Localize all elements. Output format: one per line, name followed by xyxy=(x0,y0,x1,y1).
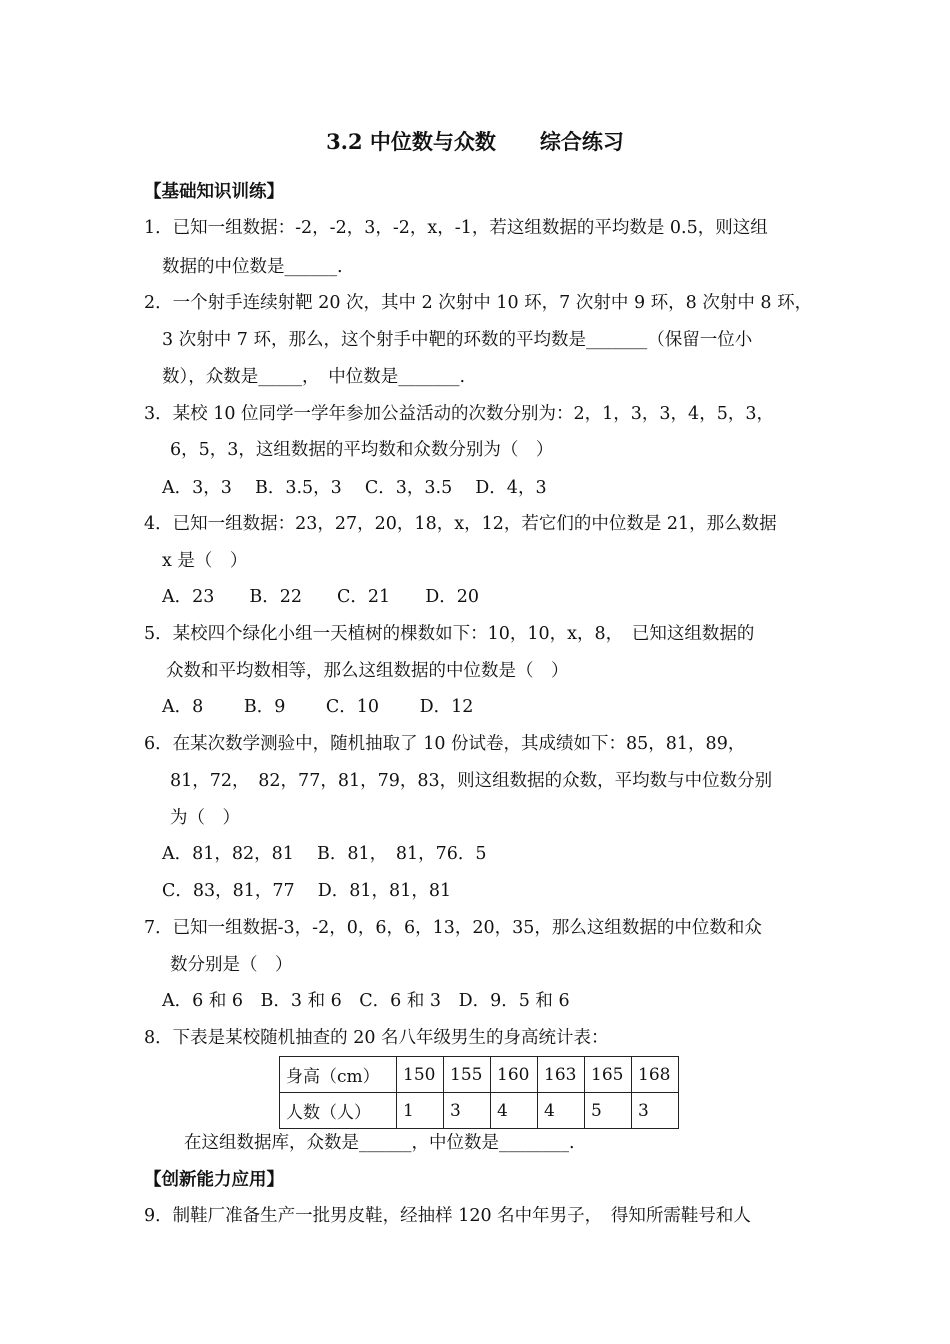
page-title xyxy=(0,128,950,156)
table-cell: 3 xyxy=(444,1093,491,1129)
q2-line3: 数），众数是_____， 中位数是_______. xyxy=(162,367,466,387)
table-cell: 150 xyxy=(397,1057,444,1093)
table-cell: 155 xyxy=(444,1057,491,1093)
q6-line3: 为（ ） xyxy=(170,808,240,828)
table-cell: 5 xyxy=(585,1093,632,1129)
table-row xyxy=(280,1093,679,1129)
row-header-count: 人数（人） xyxy=(280,1093,397,1129)
table-cell: 160 xyxy=(491,1057,538,1093)
table-cell: 3 xyxy=(632,1093,679,1129)
q7-line2: 数分别是（ ） xyxy=(170,955,293,975)
q7-options: A．6 和 6 B．3 和 6 C．6 和 3 D．9．5 和 6 xyxy=(162,991,570,1011)
q1-line1: 1．已知一组数据：-2，-2，3，-2，x，-1，若这组数据的平均数是 0.5，则这组 xyxy=(144,218,768,238)
q2-line2: 3 次射中 7 环，那么，这个射手中靶的环数的平均数是_______（保留一位小 xyxy=(162,330,753,350)
q6-options1: A．81，82，81 B．81， 81，76．5 xyxy=(162,844,487,864)
section-innovate: 【创新能力应用】 xyxy=(144,1170,284,1190)
section-basic: 【基础知识训练】 xyxy=(144,182,284,202)
table-cell: 165 xyxy=(585,1057,632,1093)
title-main: 3.2 中位数与众数 xyxy=(326,129,496,154)
q6-line1: 6．在某次数学测验中，随机抽取了 10 份试卷，其成绩如下：85，81，89， xyxy=(144,734,746,754)
q4-line2: x 是（ ） xyxy=(162,551,248,571)
q4-line1: 4．已知一组数据：23，27，20，18，x，12，若它们的中位数是 21，那么数据 xyxy=(144,514,777,534)
q7-line1: 7．已知一组数据-3，-2，0，6，6，13，20，35，那么这组数据的中位数和众 xyxy=(144,918,762,938)
table-cell: 4 xyxy=(538,1093,585,1129)
q3-options: A．3，3 B．3.5，3 C．3，3.5 D．4，3 xyxy=(162,478,547,498)
table-row xyxy=(280,1057,679,1093)
q6-line2: 81，72， 82，77，81，79，83，则这组数据的众数，平均数与中位数分别 xyxy=(170,771,773,791)
q3-line1: 3．某校 10 位同学一学年参加公益活动的次数分别为：2，1，3，3，4，5，3， xyxy=(144,404,774,424)
q5-line2: 众数和平均数相等，那么这组数据的中位数是（ ） xyxy=(166,661,569,681)
q6-options2: C．83，81，77 D．81，81，81 xyxy=(162,881,452,901)
table-cell: 1 xyxy=(397,1093,444,1129)
height-stat-table xyxy=(279,1056,679,1129)
table-cell: 4 xyxy=(491,1093,538,1129)
title-sub: 综合练习 xyxy=(539,129,624,154)
q8-line1: 8．下表是某校随机抽查的 20 名八年级男生的身高统计表： xyxy=(144,1028,609,1048)
q2-line1: 2．一个射手连续射靶 20 次，其中 2 次射中 10 环，7 次射中 9 环，8 次射中 8 环， xyxy=(144,293,813,313)
q5-options: A．8 B．9 C．10 D．12 xyxy=(162,697,474,717)
table-cell: 168 xyxy=(632,1057,679,1093)
q3-line2: 6，5，3，这组数据的平均数和众数分别为（ ） xyxy=(170,440,554,460)
q4-options: A．23 B．22 C．21 D．20 xyxy=(162,587,479,607)
q1-line2: 数据的中位数是______. xyxy=(162,257,343,277)
q8-after: 在这组数据库，众数是______，中位数是________. xyxy=(184,1133,575,1153)
q5-line1: 5．某校四个绿化小组一天植树的棵数如下：10，10，x，8， 已知这组数据的 xyxy=(144,624,755,644)
table-cell: 163 xyxy=(538,1057,585,1093)
row-header-height: 身高（cm） xyxy=(280,1057,397,1093)
q9-line1: 9．制鞋厂准备生产一批男皮鞋，经抽样 120 名中年男子， 得知所需鞋号和人 xyxy=(144,1206,751,1226)
